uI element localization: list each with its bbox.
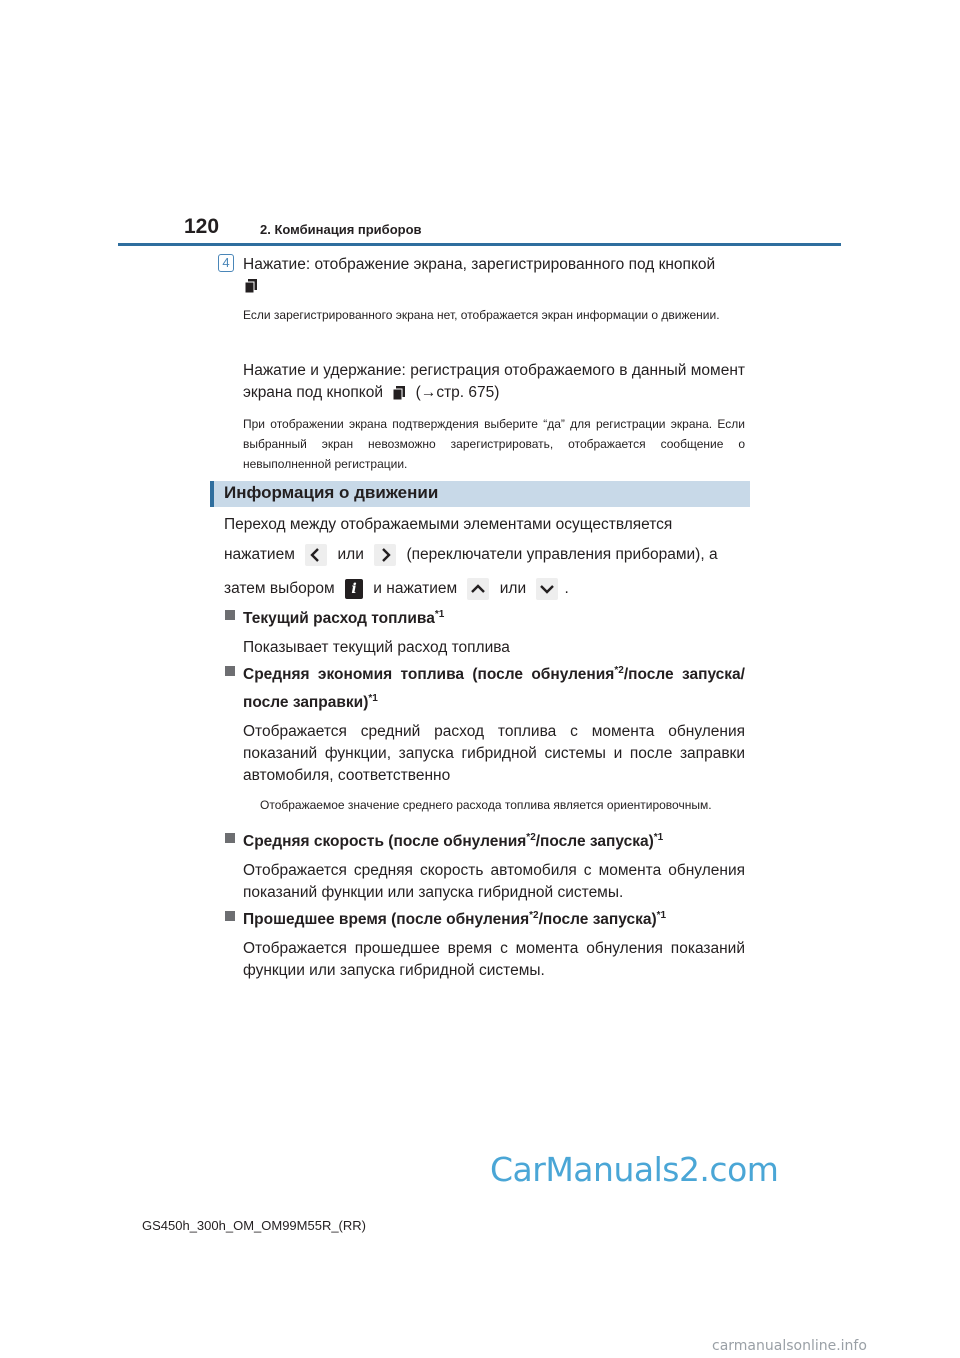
- info-icon: i: [345, 579, 363, 599]
- watermark-logo: CarManuals2.com: [490, 1150, 779, 1189]
- item-title: Текущий расход топлива$^{*1}$: [243, 603, 745, 631]
- item-title: Средняя экономия топлива (после обнуления$^{*2}$/после запуска/после заправки)$^{*1}$: [243, 659, 745, 715]
- bullet-square-icon: [225, 610, 235, 620]
- step-press-block: [243, 254, 745, 325]
- step-hold-block: [243, 360, 745, 474]
- step-hold-text: Нажатие и удержание: регистрация отображаемого в данный момент экрана под кнопкой (→стр. 675): [243, 362, 745, 401]
- page-number: 120: [184, 215, 220, 238]
- bullet-square-icon: [225, 911, 235, 921]
- list-item: [243, 659, 745, 815]
- step-press-note: Если зарегистрированного экрана нет, отображается экран информации о движении.: [243, 308, 720, 322]
- step-number-badge: 4: [218, 254, 234, 272]
- chevron-down-icon: [536, 578, 558, 600]
- item-desc: Отображается прошедшее время с момента обнуления показаний функции или запуска гибридной системы.: [243, 940, 745, 980]
- chevron-right-icon: [374, 544, 396, 566]
- section-intro: Переход между отображаемыми элементами осуществляется нажатием или (переключатели управления приборами), а затем выбором i и нажатием или .: [224, 512, 745, 604]
- item-desc: Показывает текущий расход топлива: [243, 639, 510, 657]
- item-note: Отображаемое значение среднего расхода топлива является ориентировочным.: [260, 798, 712, 813]
- step-hold-note: При отображении экрана подтверждения выберите “да” для регистрации экрана. Если выбранный экран невозможно зарегистрировать, отображается сообщение о невыполненной регистрации.: [243, 417, 745, 471]
- item-title: Прошедшее время (после обнуления$^{*2}$/после запуска)$^{*1}$: [243, 904, 745, 932]
- chevron-up-icon: [467, 578, 489, 600]
- list-item: [243, 826, 745, 904]
- item-desc: Отображается средняя скорость автомобиля с момента обнуления показаний функции или запуска гибридной системы.: [243, 862, 745, 902]
- item-title: Средняя скорость (после обнуления$^{*2}$/после запуска)$^{*1}$: [243, 826, 745, 854]
- document-code: GS450h_300h_OM_OM99M55R_(RR): [142, 1218, 366, 1233]
- header-rule: [118, 243, 841, 246]
- step-press-text: Нажатие: отображение экрана, зарегистрированного под кнопкой: [243, 256, 716, 273]
- pages-icon: [243, 278, 259, 294]
- chapter-title: 2. Комбинация приборов: [260, 222, 422, 237]
- pages-icon: [391, 385, 407, 401]
- chevron-left-icon: [305, 544, 327, 566]
- section-title: Информация о движении: [224, 483, 439, 502]
- watermark-site: carmanualsonline.info: [712, 1338, 867, 1354]
- item-desc: Отображается средний расход топлива с момента обнуления показаний функции, запуска гибридной системы и после заправки автомобиля, соответственно: [243, 723, 745, 785]
- list-item: [243, 904, 745, 982]
- section-header: [210, 481, 750, 507]
- pages-icon-row: [243, 278, 745, 299]
- bullet-square-icon: [225, 666, 235, 676]
- bullet-square-icon: [225, 833, 235, 843]
- list-item: [243, 603, 745, 659]
